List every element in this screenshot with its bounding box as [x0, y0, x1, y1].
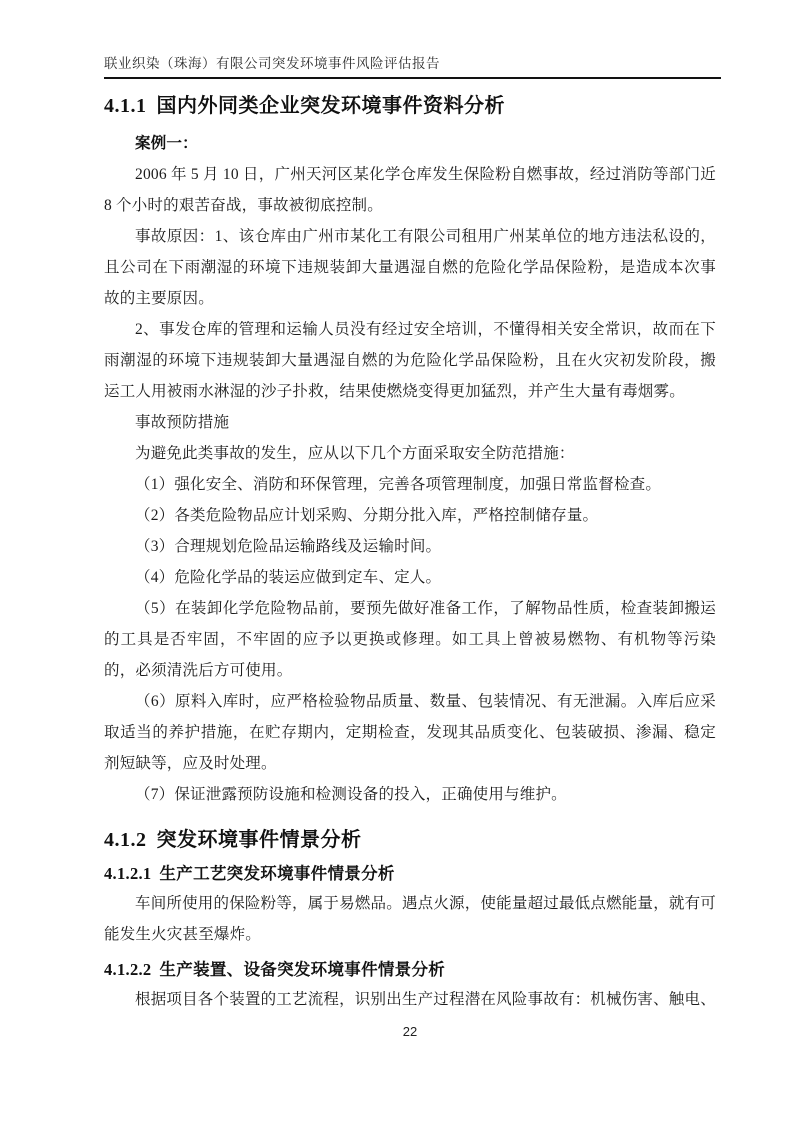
measure-item-2: （2）各类危险物品应计划采购、分期分批入库，严格控制储存量。	[135, 507, 599, 524]
measure-item-1: （1）强化安全、消防和环保管理，完善各项管理制度，加强日常监督检查。	[135, 476, 662, 493]
paragraph-process: 车间所使用的保险粉等，属于易燃品。遇点火源，使能量超过最低点燃能量，就有可能发生火灾甚至爆炸。	[104, 895, 716, 943]
section-title: 生产工艺突发环境事件情景分析	[159, 864, 395, 883]
measure-item-7: （7）保证泄露预防设施和检测设备的投入，正确使用与维护。	[135, 786, 567, 803]
section-heading-4-1-2-1	[104, 862, 716, 886]
section-title: 突发环境事件情景分析	[156, 829, 362, 851]
page-header	[104, 52, 721, 79]
section-number: 4.1.1	[104, 95, 147, 117]
paragraph-cause-1: 事故原因：1、该仓库由广州市某化工有限公司租用广州某单位的地方违法私设的，且公司在下雨潮湿的环境下违规装卸大量遇湿自燃的危险化学品保险粉，是造成本次事故的主要原因。	[104, 228, 716, 307]
section-number: 4.1.2.1	[104, 864, 152, 883]
section-number: 4.1.2	[104, 829, 147, 851]
page-footer	[104, 1024, 716, 1039]
paragraph-incident: 2006 年 5 月 10 日，广州天河区某化学仓库发生保险粉自燃事故，经过消防等部门近 8 个小时的艰苦奋战，事故被彻底控制。	[104, 166, 716, 214]
section-title: 生产装置、设备突发环境事件情景分析	[159, 960, 446, 979]
page-header-title: 联业织染（珠海）有限公司突发环境事件风险评估报告	[104, 56, 440, 71]
measure-item-4: （4）危险化学品的装运应做到定车、定人。	[135, 569, 442, 586]
paragraph-prevention-title: 事故预防措施	[135, 414, 230, 431]
section-heading-4-1-1	[104, 88, 716, 120]
page-number: 22	[402, 1024, 418, 1039]
case-label: 案例一：	[135, 135, 198, 152]
paragraph-cause-2: 2、事发仓库的管理和运输人员没有经过安全培训，不懂得相关安全常识，故而在下雨潮湿的环境下违规装卸大量遇湿自燃的为危险化学品保险粉，且在火灾初发阶段，搬运工人用被雨水淋湿的沙子扑救，结果使燃烧变得更加猛烈，并产生大量有毒烟雾。	[104, 321, 716, 400]
measure-item-5: （5）在装卸化学危险物品前，要预先做好准备工作，了解物品性质，检查装卸搬运的工具是否牢固，不牢固的应予以更换或修理。如工具上曾被易燃物、有机物等污染的，必须清洗后方可使用。	[104, 600, 716, 679]
section-heading-4-1-2-2	[104, 958, 716, 982]
section-number: 4.1.2.2	[104, 960, 152, 979]
measure-item-3: （3）合理规划危险品运输路线及运输时间。	[135, 538, 442, 555]
document-content	[104, 88, 716, 1015]
section-title: 国内外同类企业突发环境事件资料分析	[156, 95, 505, 117]
measure-item-6: （6）原料入库时，应严格检验物品质量、数量、包装情况、有无泄漏。入库后应采取适当的养护措施，在贮存期内，定期检查，发现其品质变化、包装破损、渗漏、稳定剂短缺等，应及时处理。	[104, 693, 716, 772]
paragraph-prevention-intro: 为避免此类事故的发生，应从以下几个方面采取安全防范措施：	[135, 445, 575, 462]
section-heading-4-1-2	[104, 822, 716, 854]
paragraph-equipment: 根据项目各个装置的工艺流程，识别出生产过程潜在风险事故有：机械伤害、触电、	[135, 991, 716, 1008]
